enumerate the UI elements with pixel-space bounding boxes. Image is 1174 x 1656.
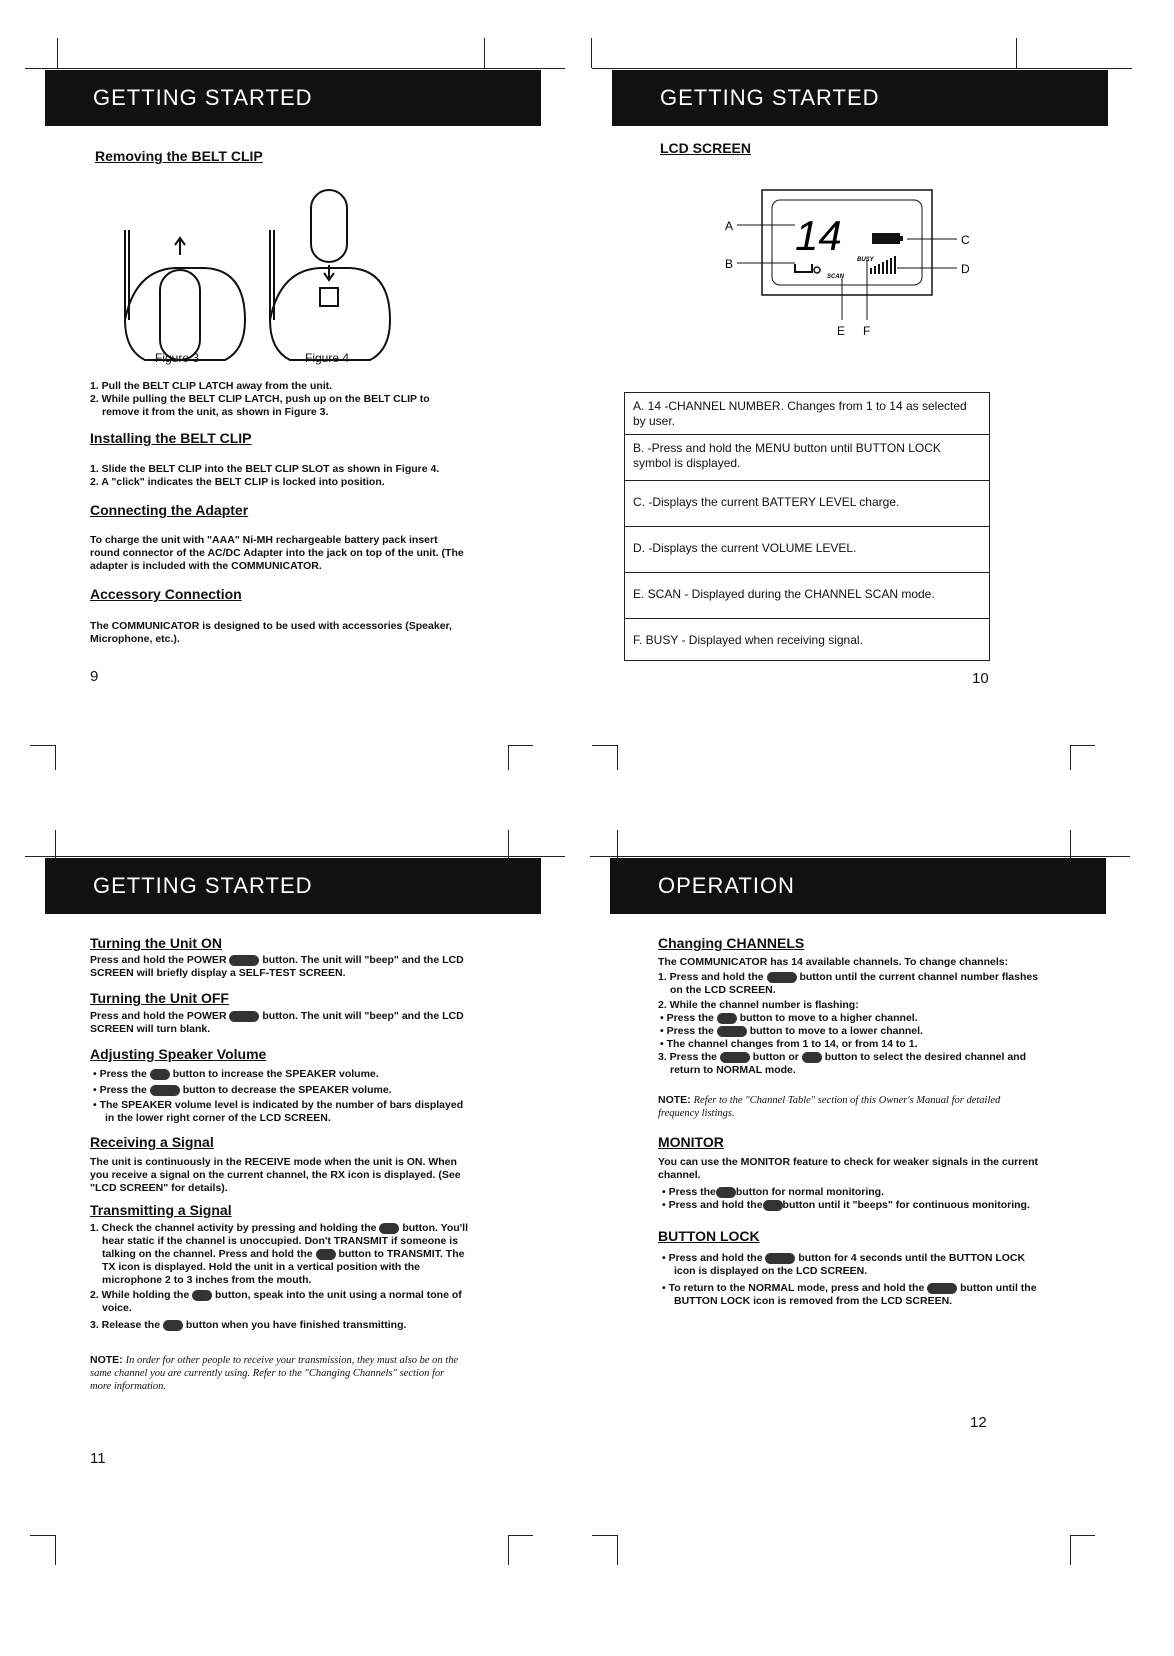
lock-icon: [795, 264, 812, 272]
crop-mark: [55, 830, 56, 858]
list-item: 2. A "click" indicates the BELT CLIP is locked into position.: [90, 476, 385, 488]
section-header: GETTING STARTED: [612, 70, 1108, 126]
heading-speaker-volume: Adjusting Speaker Volume: [90, 1046, 267, 1062]
page-number: 12: [970, 1414, 987, 1431]
down-button-icon: [150, 1085, 180, 1096]
heading-lcd-screen: LCD SCREEN: [660, 140, 752, 156]
down-button-icon: [717, 1026, 747, 1037]
ptt-button-icon: [316, 1249, 336, 1260]
power-button-icon: [229, 955, 259, 966]
svg-text:SCAN: SCAN: [827, 274, 845, 280]
menu-button-icon: [767, 972, 797, 983]
paragraph: Press and hold the POWER button. The unit will "beep" and the LCD SCREEN will briefly display a SELF-TEST SCREEN.: [90, 954, 464, 979]
paragraph: The unit is continuously in the RECEIVE mode when the unit is ON. When you receive a signal on the current channel, the RX icon is displayed. (See "LCD SCREEN" for details).: [90, 1156, 461, 1194]
mon-button-icon: [763, 1200, 783, 1211]
list-item: • The SPEAKER volume level is indicated by the number of bars displayed in the lower right corner of the LCD SCREEN.: [93, 1099, 464, 1124]
heading-turning-off: Turning the Unit OFF: [90, 990, 229, 1006]
figure-4-caption: Figure 4: [305, 351, 350, 365]
heading-installing-belt-clip: Installing the BELT CLIP: [90, 430, 252, 446]
up-button-icon: [150, 1069, 170, 1080]
crop-mark: [508, 1535, 509, 1565]
crop-mark: [57, 38, 58, 68]
list-item: 1. Check the channel activity by pressing and holding the button. You'll hear static if the channel is unoccupied. Don't TRANSMIT if someone is talking on the channel. Press and hold the button to TRANSMIT. The TX icon is displayed. Hold the unit in a vertical position with the microphone 2 to 3 inches from the mouth.: [90, 1222, 469, 1286]
heading-accessory-connection: Accessory Connection: [90, 586, 242, 602]
crop-mark: [55, 1535, 56, 1565]
svg-text:F: F: [863, 324, 871, 338]
svg-text:B: B: [725, 257, 734, 271]
list-item: 2. While the channel number is flashing:: [658, 999, 859, 1011]
crop-mark: [617, 745, 618, 770]
list-item: • Press the button to move to a higher channel.: [660, 1012, 918, 1024]
crop-mark: [1070, 745, 1071, 770]
paragraph: The COMMUNICATOR is designed to be used with accessories (Speaker, Microphone, etc.).: [90, 620, 452, 645]
svg-text:E: E: [837, 324, 846, 338]
figure-3-caption: Figure 3: [155, 351, 200, 365]
crop-mark: [508, 745, 533, 746]
heading-monitor: MONITOR: [658, 1134, 724, 1150]
crop-mark: [1070, 830, 1071, 858]
crop-mark: [592, 745, 617, 746]
table-row: B. -Press and hold the MENU button until BUTTON LOCK symbol is displayed.: [625, 435, 989, 481]
paragraph: Press and hold the POWER button. The unit will "beep" and the LCD SCREEN will turn blank.: [90, 1010, 464, 1035]
list-item: • To return to the NORMAL mode, press and hold the button until the BUTTON LOCK icon is removed from the LCD SCREEN.: [662, 1282, 1037, 1307]
page-number: 9: [90, 668, 99, 685]
battery-icon: [872, 233, 900, 244]
section-header: GETTING STARTED: [45, 70, 541, 126]
crop-mark: [1070, 1535, 1071, 1565]
list-item: • The channel changes from 1 to 14, or from 14 to 1.: [660, 1038, 918, 1050]
list-item: 1. Pull the BELT CLIP LATCH away from the unit.: [90, 380, 333, 392]
mon-button-icon: [379, 1223, 399, 1234]
header-rule: [590, 856, 1130, 857]
paragraph: The COMMUNICATOR has 14 available channels. To change channels:: [658, 956, 1009, 968]
list-item: 2. While holding the button, speak into the unit using a normal tone of voice.: [90, 1289, 462, 1314]
svg-text:C: C: [961, 233, 970, 247]
crop-mark: [508, 1535, 533, 1536]
table-row: E. SCAN - Displayed during the CHANNEL SCAN mode.: [625, 573, 989, 619]
note: NOTE: In order for other people to receive your transmission, they must also be on the same channel you are currently using. Refer to the "Changing Channels" section for more information.: [90, 1354, 459, 1392]
ptt-button-icon: [192, 1290, 212, 1301]
section-header: GETTING STARTED: [45, 858, 541, 914]
crop-mark: [1016, 38, 1017, 68]
section-header: OPERATION: [610, 858, 1106, 914]
belt-clip-figures: [115, 170, 445, 370]
list-item: 3. Release the button when you have finished transmitting.: [90, 1319, 407, 1331]
paragraph: You can use the MONITOR feature to check for weaker signals in the current channel.: [658, 1156, 1039, 1181]
table-row: A. 14 -CHANNEL NUMBER. Changes from 1 to 14 as selected by user.: [625, 393, 989, 435]
lcd-legend-table: [624, 392, 990, 661]
menu-button-icon: [927, 1283, 957, 1294]
heading-turning-on: Turning the Unit ON: [90, 935, 222, 951]
table-row: D. -Displays the current VOLUME LEVEL.: [625, 527, 989, 573]
table-row: C. -Displays the current BATTERY LEVEL charge.: [625, 481, 989, 527]
crop-mark: [617, 1535, 618, 1565]
crop-mark: [508, 830, 509, 858]
crop-mark: [484, 38, 485, 68]
crop-mark: [1070, 1535, 1095, 1536]
svg-text:BUSY: BUSY: [857, 257, 874, 263]
volume-bars: [870, 256, 896, 274]
heading-connecting-adapter: Connecting the Adapter: [90, 502, 249, 518]
heading-button-lock: BUTTON LOCK: [658, 1228, 760, 1244]
crop-mark: [30, 745, 55, 746]
header-rule: [25, 856, 565, 857]
list-item: • Press and hold the button for 4 seconds until the BUTTON LOCK icon is displayed on the LCD SCREEN.: [662, 1252, 1026, 1277]
list-item: 1. Slide the BELT CLIP into the BELT CLIP SLOT as shown in Figure 4.: [90, 463, 440, 475]
lcd-diagram: [667, 180, 970, 370]
ptt-button-icon: [163, 1320, 183, 1331]
lcd-channel-number: 14: [795, 212, 842, 259]
menu-button-icon: [765, 1253, 795, 1264]
crop-mark: [508, 745, 509, 770]
crop-mark: [55, 745, 56, 770]
header-rule: [25, 68, 565, 69]
crop-mark: [592, 1535, 617, 1536]
up-button-icon: [717, 1013, 737, 1024]
page-number: 10: [972, 670, 989, 687]
crop-mark: [617, 830, 618, 858]
header-rule: [592, 68, 1132, 69]
ptt-button-icon: [802, 1052, 822, 1063]
crop-mark: [1070, 745, 1095, 746]
svg-text:D: D: [961, 262, 970, 276]
list-item: 2. While pulling the BELT CLIP LATCH, push up on the BELT CLIP to remove it from the unit, as shown in Figure 3.: [90, 393, 430, 418]
menu-button-icon: [720, 1052, 750, 1063]
svg-text:A: A: [725, 219, 734, 233]
power-button-icon: [229, 1011, 259, 1022]
list-item: • Press the button to move to a lower channel.: [660, 1025, 923, 1037]
heading-receiving-signal: Receiving a Signal: [90, 1134, 214, 1150]
heading-transmitting-signal: Transmitting a Signal: [90, 1202, 232, 1218]
list-item: • Press the button for normal monitoring.: [662, 1186, 885, 1198]
heading-changing-channels: Changing CHANNELS: [658, 935, 805, 951]
list-item: • Press and hold the button until it "beeps" for continuous monitoring.: [662, 1199, 1030, 1211]
paragraph: To charge the unit with "AAA" Ni-MH rechargeable battery pack insert round connector of the AC/DC Adapter into the jack on top of the unit. (The adapter is included with the COMMUNICATOR.: [90, 534, 464, 572]
list-item: 1. Press and hold the button until the current channel number flashes on the LCD SCREEN.: [658, 971, 1039, 996]
list-item: 3. Press the button or button to select the desired channel and return to NORMAL mode.: [658, 1051, 1026, 1076]
note: NOTE: Refer to the "Channel Table" section of this Owner's Manual for detailed frequency listings.: [658, 1094, 1001, 1119]
crop-mark: [30, 1535, 55, 1536]
heading-removing-belt-clip: Removing the BELT CLIP: [95, 148, 263, 164]
table-row: F. BUSY - Displayed when receiving signal.: [625, 619, 989, 661]
page-number: 11: [90, 1450, 106, 1467]
list-item: • Press the button to increase the SPEAKER volume.: [93, 1068, 379, 1080]
mon-button-icon: [716, 1187, 736, 1198]
crop-mark: [591, 38, 592, 68]
list-item: • Press the button to decrease the SPEAKER volume.: [93, 1084, 392, 1096]
